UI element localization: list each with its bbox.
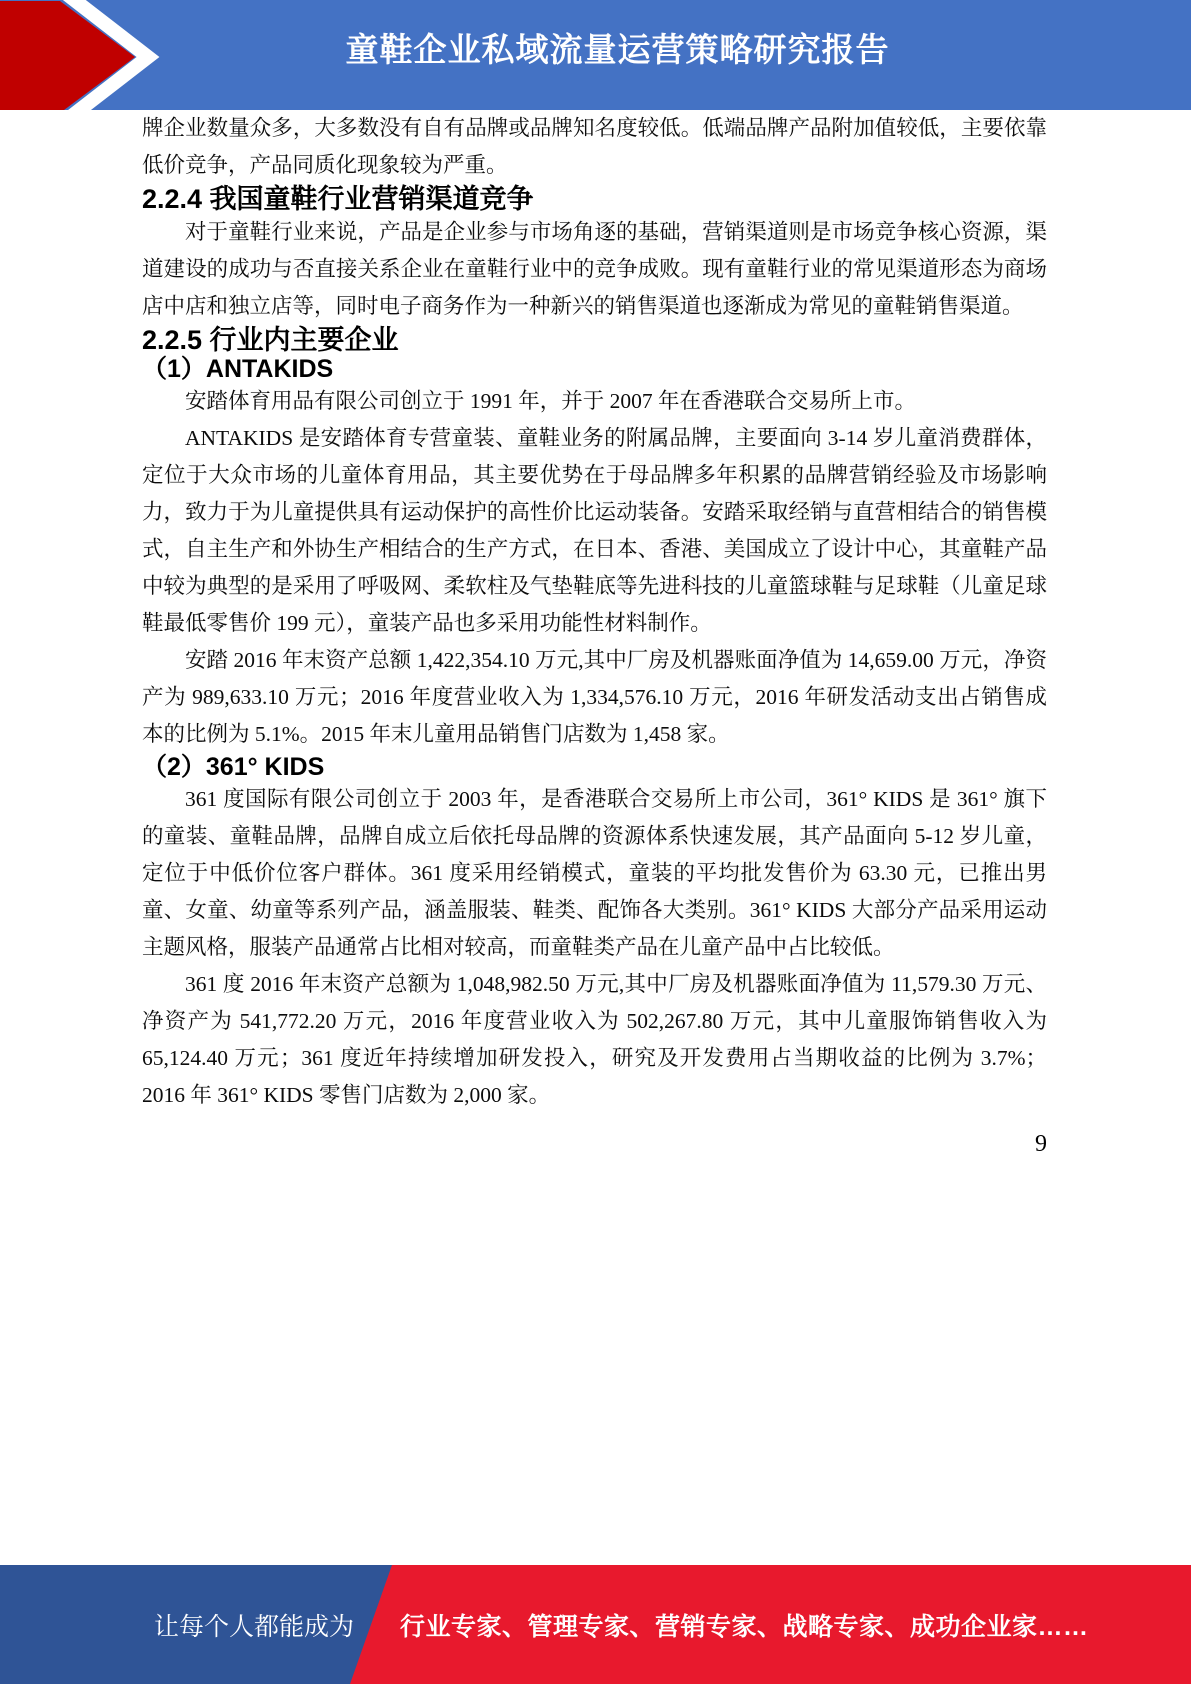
paragraph-361-financials: 361 度 2016 年末资产总额为 1,048,982.50 万元,其中厂房及机器账面净值为 11,579.30 万元、净资产为 541,772.20 万元，2016 年度营业收入为 502,267.80 万元，其中儿童服饰销售收入为 65,124.40 万元；361 度近年持续增加研发投入，研究及开发费用占当期收益的比例为 3.7%；2016 年 361° KIDS 零售门店数为 2,000 家。 <box>142 972 1047 1107</box>
page-header <box>0 0 1191 110</box>
footer-slogan-left: 让每个人都能成为 <box>154 1612 355 1641</box>
paragraph-anta-intro: 安踏体育用品有限公司创立于 1991 年，并于 2007 年在香港联合交易所上市。 <box>185 389 917 413</box>
paragraph-361-brand: 361 度国际有限公司创立于 2003 年，是香港联合交易所上市公司，361° KIDS 是 361° 旗下的童装、童鞋品牌，品牌自成立后依托母品牌的资源体系快速发展，其产品面向 5-12 岁儿童，定位于中低价位客户群体。361 度采用经销模式，童装的平均批发售价为 63.30 元，已推出男童、女童、幼童等系列产品，涵盖服装、鞋类、配饰各大类别。361° KIDS 大部分产品采用运动主题风格，服装产品通常占比相对较高，而童鞋类产品在儿童产品中占比较低。 <box>142 787 1047 959</box>
paragraph-channel-competition: 对于童鞋行业来说，产品是企业参与市场角逐的基础，营销渠道则是市场竞争核心资源，渠道建设的成功与否直接关系企业在童鞋行业中的竞争成败。现有童鞋行业的常见渠道形态为商场店中店和独立店等，同时电子商务作为一种新兴的销售渠道也逐渐成为常见的童鞋销售渠道。 <box>142 220 1047 318</box>
footer-slogan-right: 行业专家、管理专家、营销专家、战略专家、成功企业家…… <box>400 1612 1089 1641</box>
page-footer <box>0 1565 1191 1684</box>
section-heading-2-2-4: 2.2.4 我国童鞋行业营销渠道竞争 <box>142 184 534 214</box>
page-body <box>142 110 1047 1159</box>
page-number: 9 <box>1035 1131 1047 1157</box>
paragraph-anta-brand: ANTAKIDS 是安踏体育专营童装、童鞋业务的附属品牌，主要面向 3-14 岁儿童消费群体，定位于大众市场的儿童体育用品，其主要优势在于母品牌多年积累的品牌营销经验及市场影响力，致力于为儿童提供具有运动保护的高性价比运动装备。安踏采取经销与直营相结合的销售模式，自主生产和外协生产相结合的生产方式，在日本、香港、美国成立了设计中心，其童鞋产品中较为典型的是采用了呼吸网、柔软柱及气垫鞋底等先进科技的儿童篮球鞋与足球鞋（儿童足球鞋最低零售价 199 元），童装产品也多采用功能性材料制作。 <box>142 426 1047 635</box>
subsection-heading-antakids: （1）ANTAKIDS <box>142 355 334 383</box>
paragraph-continuation: 牌企业数量众多，大多数没有自有品牌或品牌知名度较低。低端品牌产品附加值较低，主要依靠低价竞争，产品同质化现象较为严重。 <box>142 116 1047 177</box>
subsection-heading-361-kids: （2）361° KIDS <box>142 753 325 781</box>
section-heading-2-2-5: 2.2.5 行业内主要企业 <box>142 325 399 355</box>
report-title: 童鞋企业私域流量运营策略研究报告 <box>345 30 890 68</box>
paragraph-anta-financials: 安踏 2016 年末资产总额 1,422,354.10 万元,其中厂房及机器账面净值为 14,659.00 万元，净资产为 989,633.10 万元；2016 年度营业收入为 1,334,576.10 万元，2016 年研发活动支出占销售成本的比例为 5.1%。2015 年末儿童用品销售门店数为 1,458 家。 <box>142 648 1047 746</box>
